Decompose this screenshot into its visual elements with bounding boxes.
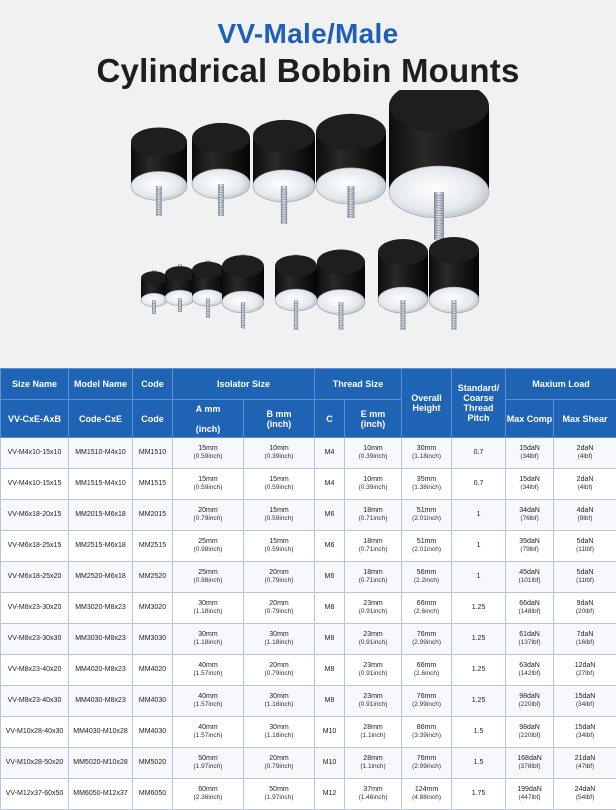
- cell-code: MM3030: [133, 624, 173, 655]
- cell-thread-c: M6: [315, 500, 345, 531]
- cell-b-mm: 20mm (0.79inch): [244, 562, 315, 593]
- cell-thread-pitch: 1.25: [452, 686, 506, 717]
- cell-thread-c: M10: [315, 748, 345, 779]
- cell-b-mm: 30mm (1.18inch): [244, 686, 315, 717]
- cell-a-mm: 25mm (0.98inch): [173, 531, 244, 562]
- cell-model-name: MM1515-M4x10: [69, 469, 133, 500]
- cell-size-name: VV-M4x10-15x15: [1, 469, 69, 500]
- table-row: [1, 593, 616, 624]
- cell-a-mm: 20mm (0.79inch): [173, 500, 244, 531]
- cell-size-name: VV-M6x18-25x15: [1, 531, 69, 562]
- cell-size-name: VV-M6x18-20x15: [1, 500, 69, 531]
- cell-max-comp: 199daN (447lbf): [506, 779, 554, 810]
- cell-a-mm: 50mm (1.97inch): [173, 748, 244, 779]
- header-isolator-size: Isolator Size: [173, 369, 315, 400]
- cell-max-shear: 5daN (11lbf): [554, 562, 616, 593]
- cell-a-mm: 40mm (1.57inch): [173, 655, 244, 686]
- cell-a-mm: 40mm (1.57inch): [173, 686, 244, 717]
- cell-max-comp: 168daN (378lbf): [506, 748, 554, 779]
- cell-overall-height: 35mm (1.38inch): [402, 469, 452, 500]
- cell-a-mm: 40mm (1.57inch): [173, 717, 244, 748]
- cell-max-comp: 98daN (220lbf): [506, 686, 554, 717]
- cell-b-mm: 15mm (0.59inch): [244, 531, 315, 562]
- cell-code: MM2015: [133, 500, 173, 531]
- cell-max-comp: 98daN (220lbf): [506, 717, 554, 748]
- page-title: VV-Male/Male: [0, 18, 616, 50]
- cell-max-shear: 7daN (16lbf): [554, 624, 616, 655]
- cell-thread-pitch: 1: [452, 562, 506, 593]
- spec-table: [0, 368, 616, 810]
- cell-max-shear: 15daN (34lbf): [554, 686, 616, 717]
- cell-b-mm: 15mm (0.59inch): [244, 500, 315, 531]
- cell-overall-height: 30mm (1.18inch): [402, 438, 452, 469]
- cell-b-mm: 15mm (0.59inch): [244, 469, 315, 500]
- cell-thread-c: M6: [315, 531, 345, 562]
- table-row: [1, 624, 616, 655]
- cell-max-comp: 66daN (148lbf): [506, 593, 554, 624]
- table-row: [1, 748, 616, 779]
- cell-model-name: MM4020-M8x23: [69, 655, 133, 686]
- cell-size-name: VV-M12x37-60x50: [1, 779, 69, 810]
- cell-code: MM1510: [133, 438, 173, 469]
- header-model-name: Model Name: [69, 369, 133, 400]
- cell-overall-height: 51mm (2.01inch): [402, 531, 452, 562]
- header-code-sub: Code: [133, 400, 173, 438]
- cell-max-comp: 35daN (79lbf): [506, 531, 554, 562]
- cell-e-mm: 28mm (1.1inch): [345, 748, 402, 779]
- header-a-mm: A mm (inch): [173, 400, 244, 438]
- cell-size-name: VV-M8x23-30x20: [1, 593, 69, 624]
- cell-model-name: MM4030-M10x28: [69, 717, 133, 748]
- cell-size-name: VV-M8x23-40x30: [1, 686, 69, 717]
- cell-code: MM6050: [133, 779, 173, 810]
- cell-thread-c: M8: [315, 624, 345, 655]
- cell-thread-pitch: 1.25: [452, 655, 506, 686]
- header-size-name: Size Name: [1, 369, 69, 400]
- cell-a-mm: 60mm (2.36inch): [173, 779, 244, 810]
- cell-thread-c: M6: [315, 562, 345, 593]
- cell-e-mm: 18mm (0.71inch): [345, 562, 402, 593]
- cell-model-name: MM2015-M6x18: [69, 500, 133, 531]
- cell-model-name: MM3030-M8x23: [69, 624, 133, 655]
- cell-thread-c: M10: [315, 717, 345, 748]
- cell-thread-pitch: 0.7: [452, 469, 506, 500]
- cell-model-name: MM1510-M4x10: [69, 438, 133, 469]
- header-max-shear: Max Shear: [554, 400, 616, 438]
- header-code-format: Code-CxE: [69, 400, 133, 438]
- cell-max-shear: 2daN (4lbf): [554, 469, 616, 500]
- header-size-format: VV-CxE-AxB: [1, 400, 69, 438]
- cell-model-name: MM2515-M6x18: [69, 531, 133, 562]
- cell-e-mm: 23mm (0.91inch): [345, 686, 402, 717]
- cell-e-mm: 18mm (0.71inch): [345, 500, 402, 531]
- cell-thread-c: M4: [315, 438, 345, 469]
- cell-thread-pitch: 1.5: [452, 717, 506, 748]
- cell-e-mm: 23mm (0.91inch): [345, 593, 402, 624]
- cell-b-mm: 50mm (1.97inch): [244, 779, 315, 810]
- cell-e-mm: 18mm (0.71inch): [345, 531, 402, 562]
- cell-overall-height: 76mm (2.99inch): [402, 748, 452, 779]
- cell-max-shear: 9daN (20lbf): [554, 593, 616, 624]
- cell-thread-pitch: 0.7: [452, 438, 506, 469]
- table-row: [1, 469, 616, 500]
- product-photo: [0, 90, 616, 360]
- table-row: [1, 717, 616, 748]
- cell-max-comp: 34daN (76lbf): [506, 500, 554, 531]
- cell-e-mm: 37mm (1.46inch): [345, 779, 402, 810]
- cell-overall-height: 56mm (2.2inch): [402, 562, 452, 593]
- cell-code: MM5020: [133, 748, 173, 779]
- cell-b-mm: 10mm (0.39inch): [244, 438, 315, 469]
- cell-max-shear: 24daN (54lbf): [554, 779, 616, 810]
- cell-overall-height: 86mm (3.39inch): [402, 717, 452, 748]
- header-thread-size: Thread Size: [315, 369, 402, 400]
- cell-overall-height: 66mm (2.6inch): [402, 593, 452, 624]
- cell-code: MM2515: [133, 531, 173, 562]
- header-max-comp: Max Comp: [506, 400, 554, 438]
- table-row: [1, 438, 616, 469]
- table-row: [1, 500, 616, 531]
- cell-thread-c: M8: [315, 686, 345, 717]
- cell-a-mm: 15mm (0.59inch): [173, 438, 244, 469]
- cell-model-name: MM4030-M8x23: [69, 686, 133, 717]
- cell-overall-height: 51mm (2.01inch): [402, 500, 452, 531]
- header-overall-height: Overall Height: [402, 369, 452, 438]
- table-row: [1, 686, 616, 717]
- cell-thread-c: M8: [315, 593, 345, 624]
- cell-max-shear: 21daN (47lbf): [554, 748, 616, 779]
- cell-thread-pitch: 1.25: [452, 593, 506, 624]
- cell-max-comp: 45daN (101lbf): [506, 562, 554, 593]
- cell-code: MM4030: [133, 686, 173, 717]
- cell-a-mm: 25mm (0.98inch): [173, 562, 244, 593]
- cell-size-name: VV-M10x28-50x20: [1, 748, 69, 779]
- cell-thread-pitch: 1.5: [452, 748, 506, 779]
- cell-size-name: VV-M6x18-25x20: [1, 562, 69, 593]
- cell-e-mm: 23mm (0.91inch): [345, 624, 402, 655]
- cell-code: MM4020: [133, 655, 173, 686]
- cell-max-shear: 15daN (34lbf): [554, 717, 616, 748]
- cell-thread-pitch: 1.25: [452, 624, 506, 655]
- table-row: [1, 531, 616, 562]
- cell-max-comp: 15daN (34lbf): [506, 469, 554, 500]
- header-c: C: [315, 400, 345, 438]
- cell-overall-height: 124mm (4.88inch): [402, 779, 452, 810]
- header-e-mm: E mm (inch): [345, 400, 402, 438]
- cell-thread-pitch: 1: [452, 531, 506, 562]
- cell-size-name: VV-M8x23-40x20: [1, 655, 69, 686]
- header-code: Code: [133, 369, 173, 400]
- cell-model-name: MM5020-M10x28: [69, 748, 133, 779]
- cell-code: MM3020: [133, 593, 173, 624]
- cell-a-mm: 30mm (1.18inch): [173, 624, 244, 655]
- cell-code: MM4030: [133, 717, 173, 748]
- cell-b-mm: 20mm (0.79inch): [244, 748, 315, 779]
- table-row: [1, 655, 616, 686]
- cell-code: MM1515: [133, 469, 173, 500]
- cell-b-mm: 20mm (0.79inch): [244, 655, 315, 686]
- cell-e-mm: 23mm (0.91inch): [345, 655, 402, 686]
- cell-e-mm: 28mm (1.1inch): [345, 717, 402, 748]
- cell-b-mm: 30mm (1.18inch): [244, 717, 315, 748]
- cell-max-shear: 4daN (9lbf): [554, 500, 616, 531]
- cell-size-name: VV-M8x23-30x30: [1, 624, 69, 655]
- header-b-mm: B mm (inch): [244, 400, 315, 438]
- header-thread-pitch: Standard/ Coarse Thread Pitch: [452, 369, 506, 438]
- cell-overall-height: 76mm (2.99inch): [402, 624, 452, 655]
- cell-thread-pitch: 1.75: [452, 779, 506, 810]
- cell-max-shear: 2daN (4lbf): [554, 438, 616, 469]
- cell-max-comp: 15daN (34lbf): [506, 438, 554, 469]
- cell-overall-height: 76mm (2.99inch): [402, 686, 452, 717]
- cell-thread-pitch: 1: [452, 500, 506, 531]
- cell-b-mm: 20mm (0.79inch): [244, 593, 315, 624]
- cell-size-name: VV-M10x28-40x30: [1, 717, 69, 748]
- cell-a-mm: 30mm (1.18inch): [173, 593, 244, 624]
- table-row: [1, 562, 616, 593]
- cell-max-shear: 12daN (27lbf): [554, 655, 616, 686]
- cell-max-comp: 61daN (137lbf): [506, 624, 554, 655]
- cell-thread-c: M8: [315, 655, 345, 686]
- cell-thread-c: M12: [315, 779, 345, 810]
- cell-thread-c: M4: [315, 469, 345, 500]
- cell-overall-height: 66mm (2.6inch): [402, 655, 452, 686]
- cell-code: MM2520: [133, 562, 173, 593]
- cell-b-mm: 30mm (1.18inch): [244, 624, 315, 655]
- page-subtitle: Cylindrical Bobbin Mounts: [0, 52, 616, 90]
- cell-model-name: MM6050-M12x37: [69, 779, 133, 810]
- cell-e-mm: 10mm (0.39inch): [345, 469, 402, 500]
- cell-a-mm: 15mm (0.59inch): [173, 469, 244, 500]
- cell-max-comp: 63daN (142lbf): [506, 655, 554, 686]
- cell-e-mm: 10mm (0.39inch): [345, 438, 402, 469]
- cell-size-name: VV-M4x10-15x10: [1, 438, 69, 469]
- header-maxium-load: Maxium Load: [506, 369, 616, 400]
- cell-model-name: MM3020-M8x23: [69, 593, 133, 624]
- cell-max-shear: 5daN (11lbf): [554, 531, 616, 562]
- cell-model-name: MM2520-M6x18: [69, 562, 133, 593]
- table-row: [1, 779, 616, 810]
